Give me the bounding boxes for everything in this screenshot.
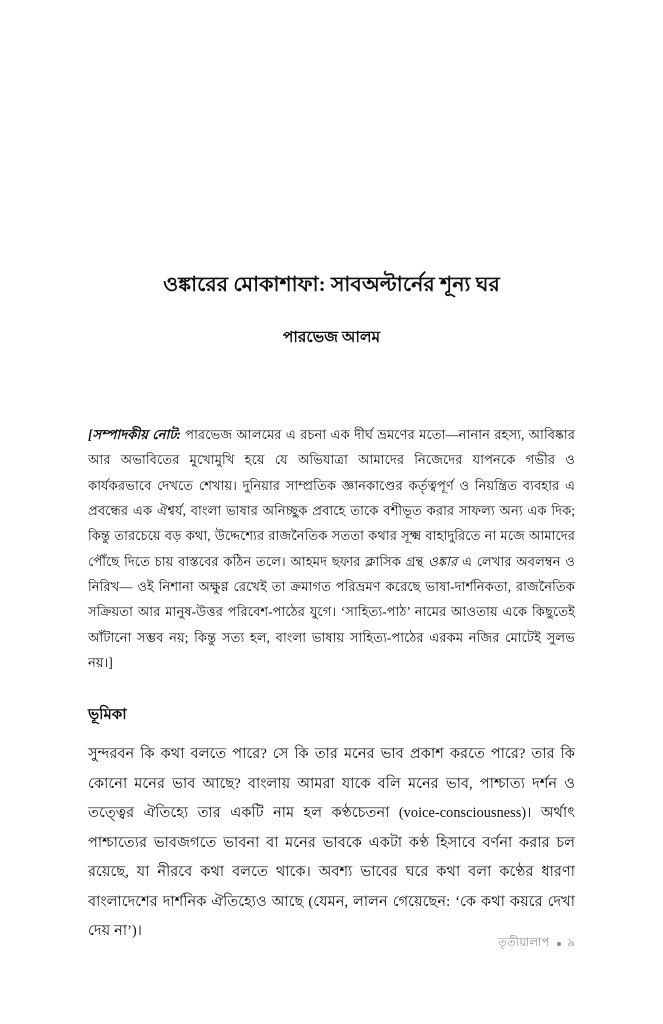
editorial-note-text-second: এ লেখার অবলম্বন ও নিরিখ— ওই নিশানা অক্ষুণ্ণ রেখেই তা ক্রমাগত পরিভ্রমণ করেছে ভাষা-দার্শনিকতা, রাজনৈতিক সক্রিয়তা আর মানুষ-উত্তর পরিবেশ-পাঠের যুগে। ‘সাহিত্য-পাঠ’ নামের আওতায় একে কিছুতেই আঁটানো সম্ভব নয়; কিন্তু সত্য হল, বাংলা ভাষায় সাহিত্য-পাঠের এরকম নজির মোটেই সুলভ নয়।] [88, 553, 575, 670]
footer-series-name: তৃতীয়ালাপ [498, 937, 550, 949]
bullet-dot-icon [557, 942, 561, 946]
page-title: ওঙ্কারের মোকাশাফা: সাবঅল্টার্নের শূন্য ঘর [163, 274, 500, 296]
editorial-note [88, 422, 575, 675]
title-block [88, 272, 575, 348]
section-heading-introduction: ভূমিকা [88, 707, 127, 724]
editorial-note-text-first: পারভেজ আলমের এ রচনা এক দীর্ঘ ভ্রমণের মতো—নানান রহস্য, আবিষ্কার আর অভাবিতের মুখোমুখি হয়ে যে অভিযাত্রা আমাদের নিজেদের যাপনকে গভীর ও কার্যকরভাবে দেখতে শেখায়। দুনিয়ার সাম্প্রতিক জ্ঞানকাণ্ডের কর্তৃত্বপূর্ণ ও নিয়ন্ত্রিত ব্যবহার এ প্রবন্ধের এক ঐশ্বর্য, বাংলা ভাষার অনিচ্ছুক প্রবাহে তাকে বশীভূত করার সাফল্য অন্য এক দিক; কিন্তু তারচেয়ে বড় কথা, উদ্দেশ্যের রাজনৈতিক সততা কথার সূক্ষ্ম বাহাদুরিতে না মজে আমাদের পৌঁছে দিতে চায় বাস্তবের কঠিন তলে। আহমদ ছফার ক্লাসিক গ্রন্থ [88, 426, 575, 569]
body-text-first: সুন্দরবন কি কথা বলতে পারে? সে কি তার মনের ভাব প্রকাশ করতে পারে? তার কি কোনো মনের ভাব আছে? বাংলায় আমরা যাকে বলি মনের ভাব, পাশ্চাত্য দর্শন ও তত্ত্বের ঐতিহ্যে তার একটি নাম হল কণ্ঠচেতনা [88, 746, 575, 822]
page-footer [88, 938, 575, 950]
body-text-second: । অর্থাৎ পাশ্চাত্যের ভাবজগতে ভাবনা বা মনের ভাবকে একটা কণ্ঠ হিসাবে বর্ণনা করার চল রয়েছে, যা নীরবে কথা বলতে থাকে। অবশ্য ভাবের ঘরে কথা বলা কণ্ঠের ধারণা বাংলাদেশের দার্শনিক ঐতিহ্যেও আছে (যেমন, লালন গেয়েছেন: ‘কে কথা কয়রে দেখা দেয় না’)। [88, 805, 576, 940]
body-paragraph [88, 740, 575, 946]
author-byline: পারভেজ আলম [282, 328, 381, 346]
page-content [88, 0, 575, 961]
referenced-book-title: ওঙ্কার [428, 553, 458, 569]
latin-term-voice-consciousness: (voice-consciousness) [398, 805, 527, 822]
editorial-note-label: [সম্পাদকীয় নোট: [88, 426, 181, 442]
page-number: ৯ [567, 937, 575, 949]
